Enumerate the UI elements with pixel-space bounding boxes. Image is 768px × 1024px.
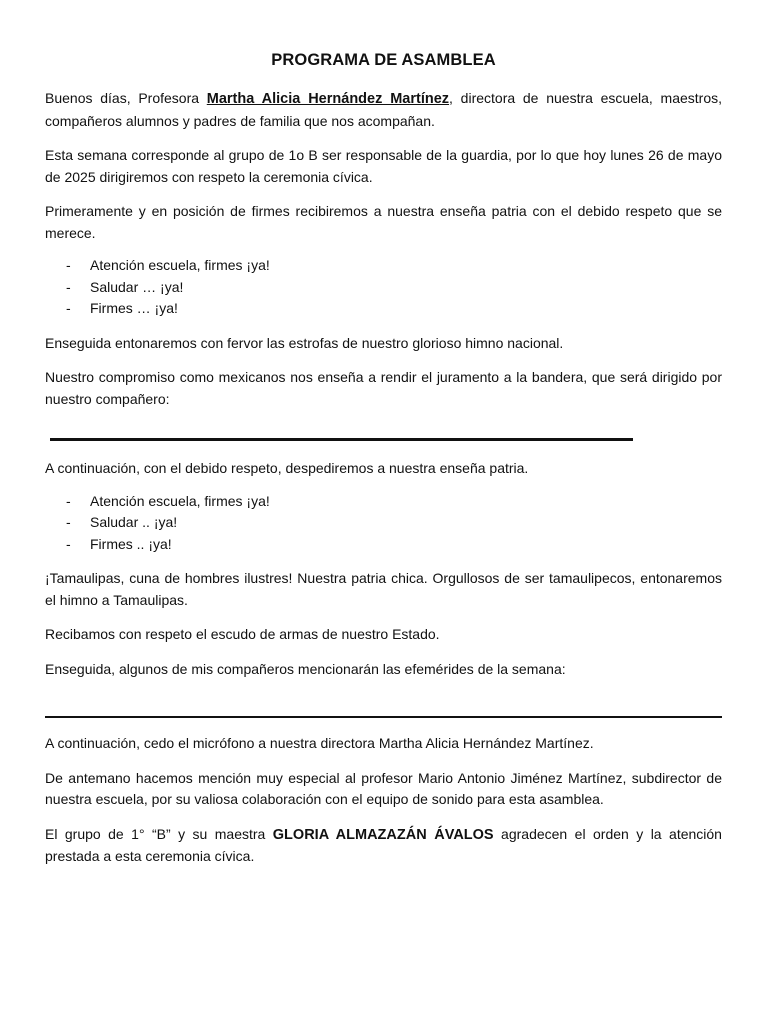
anthem-paragraph: Enseguida entonaremos con fervor las estrofas de nuestro glorioso himno nacional.	[45, 334, 564, 351]
list-item	[45, 534, 722, 556]
tamaulipas-paragraph: ¡Tamaulipas, cuna de hombres ilustres! Nuestra patria chica. Orgullosos de ser tamaulipecos, entonaremos el himno a Tamaulipas.	[45, 570, 722, 608]
ephemeris-blank-line	[45, 716, 722, 718]
ephemeris-paragraph: Enseguida, algunos de mis compañeros mencionarán las efemérides de la semana:	[45, 660, 566, 677]
list-dash: -	[66, 492, 71, 509]
receive-flag-paragraph: Primeramente y en posición de firmes recibiremos a nuestra enseña patria con el debido respeto que se merece.	[45, 203, 722, 241]
document-title: PROGRAMA DE ASAMBLEA	[271, 51, 496, 69]
list-item	[45, 512, 722, 534]
command-text: Atención escuela, firmes ¡ya!	[90, 492, 270, 509]
list-item	[45, 277, 722, 299]
farewell-commands-list	[45, 491, 722, 556]
list-item	[45, 491, 722, 513]
greeting-paragraph	[45, 88, 722, 132]
principal-name: Martha Alicia Hernández Martínez	[206, 91, 450, 107]
greeting-lead: Buenos días, Profesora	[45, 90, 207, 106]
guard-paragraph: Esta semana corresponde al grupo de 1o B ser responsable de la guardia, por lo que hoy lunes 26 de mayo de 2025 dirigiremos con respeto la ceremonia cívica.	[45, 147, 722, 185]
teacher-name: GLORIA ALMAZAZÁN ÁVALOS	[272, 826, 494, 843]
list-dash: -	[66, 514, 71, 530]
command-text: Firmes .. ¡ya!	[90, 535, 172, 552]
greeting-rest: , directora de nuestra escuela, maestros, compañeros alumnos y padres de familia que nos acompañan.	[45, 90, 722, 129]
director-paragraph: A continuación, cedo el micrófono a nuestra directora Martha Alicia Hernández Martínez.	[45, 735, 594, 751]
closing-lead: El grupo de 1° “B” y su maestra	[45, 825, 273, 842]
command-text: Firmes … ¡ya!	[90, 300, 178, 316]
farewell-paragraph: A continuación, con el debido respeto, despediremos a nuestra enseña patria.	[45, 460, 529, 476]
command-text: Atención escuela, firmes ¡ya!	[90, 257, 270, 273]
thanks-paragraph: De antemano hacemos mención muy especial al profesor Mario Antonio Jiménez Martínez, subdirector de nuestra escuela, por su valiosa colaboración con el equipo de sonido para esta asamblea.	[45, 769, 722, 807]
command-text: Saludar .. ¡ya!	[90, 514, 178, 530]
document-page	[45, 0, 722, 868]
list-dash: -	[66, 257, 71, 273]
list-dash: -	[66, 278, 71, 295]
oath-name-blank-line	[50, 438, 633, 441]
command-text: Saludar … ¡ya!	[90, 278, 184, 295]
oath-paragraph: Nuestro compromiso como mexicanos nos enseña a rendir el juramento a la bandera, que será dirigido por nuestro compañero:	[45, 369, 722, 407]
closing-rest: agradecen el orden y la atención prestada a esta ceremonia cívica.	[45, 825, 722, 864]
closing-paragraph	[45, 824, 722, 868]
list-dash: -	[66, 535, 71, 552]
shield-paragraph: Recibamos con respeto el escudo de armas de nuestro Estado.	[45, 626, 440, 642]
list-item	[45, 255, 722, 277]
receive-commands-list	[45, 255, 722, 320]
list-item	[45, 298, 722, 320]
list-dash: -	[66, 300, 71, 316]
